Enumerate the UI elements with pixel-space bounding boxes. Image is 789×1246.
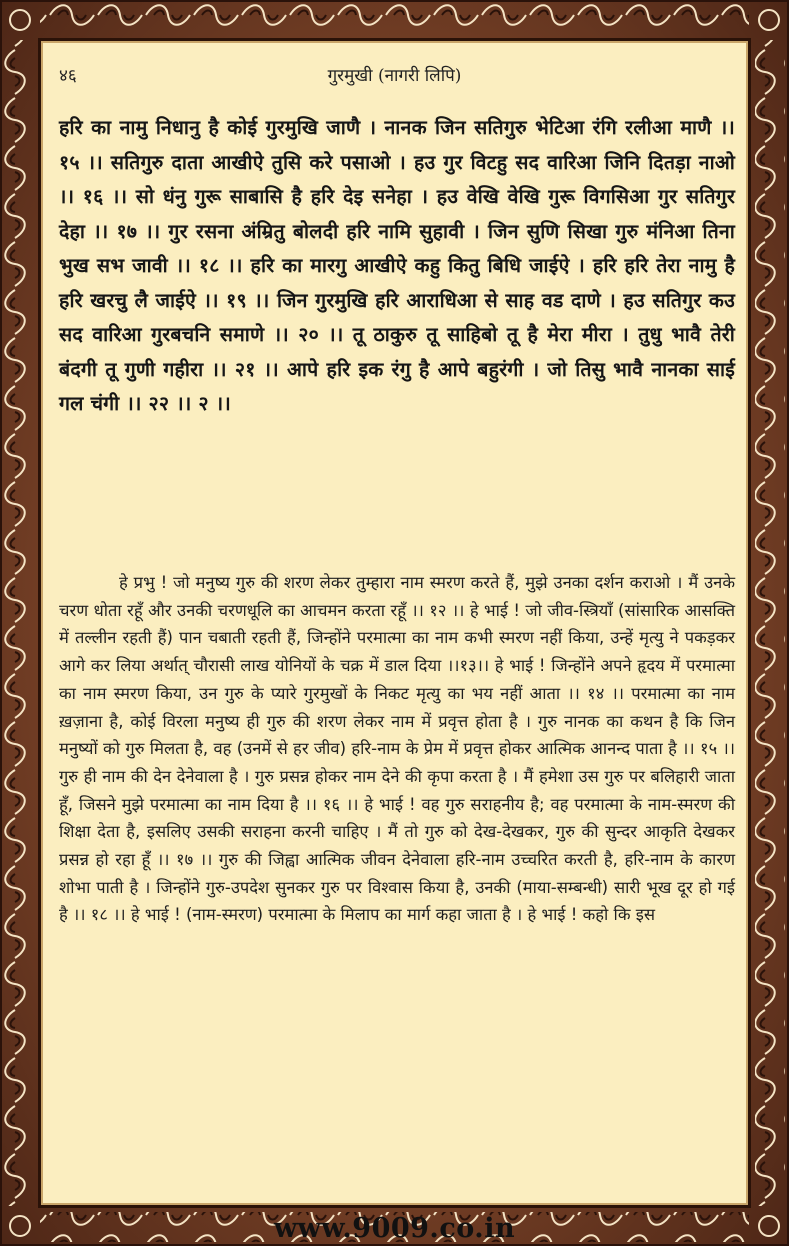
hindi-commentary: हे प्रभु ! जो मनुष्य गुरु की शरण लेकर तुम्हारा नाम स्मरण करते हैं, मुझे उनका दर्शन कराओ । मैं उनके चरण धोता रहूँ और उनकी चरणधूलि का आचमन करता रहूँ ।। १२ ।। हे भाई ! जो जीव-स्त्रियाँ (सांसारिक आसक्ति में तल्लीन रहती हैं) पान चबाती रहती हैं, जिन्होंने परमात्मा का नाम कभी स्मरण नहीं किया, उन्हें मृत्यु ने पकड़कर आगे कर लिया अर्थात् चौरासी लाख योनियों के चक्र में डाल दिया ।।१३।। हे भाई ! जिन्होंने अपने हृदय में परमात्मा का नाम स्मरण किया, उन गुरु के प्यारे गुरमुखों के निकट मृत्यु का भय नहीं आता ।। १४ ।। परमात्मा का नाम ख़ज़ाना है, कोई विरला मनुष्य ही गुरु की शरण लेकर नाम में प्रवृत्त होता है । गुरु नानक का कथन है कि जिन मनुष्यों को गुरु मिलता है, वह (उनमें से हर जीव) हरि-नाम के प्रेम में प्रवृत्त होकर आत्मिक आनन्द पाता है ।। १५ ।। गुरु ही नाम की देन देनेवाला है । गुरु प्रसन्न होकर नाम देने की कृपा करता है । मैं हमेशा उस गुरु पर बलिहारी जाता हूँ, जिसने मुझे परमात्मा का नाम दिया है ।। १६ ।। हे भाई ! वह गुरु सराहनीय है; वह परमात्मा के नाम-स्मरण की शिक्षा देता है, इसलिए उसकी सराहना करनी चाहिए । मैं तो गुरु को देख-देखकर, गुरु की सुन्दर आकृति देखकर प्रसन्न हो रहा हूँ ।। १७ ।। गुरु की जिह्वा आत्मिक जीवन देनेवाला हरि-नाम उच्चरित करती है, हरि-नाम के कारण शोभा पाती है । जिन्होंने गुरु-उपदेश सुनकर गुरु पर विश्वास किया है, उनकी (माया-सम्बन्धी) सारी भूख दूर हो गई है ।। १८ ।। हे भाई ! (नाम-स्मरण) परमात्मा के मिलाप का मार्ग कहा जाता है । हे भाई ! कहो कि इस: [59, 573, 735, 925]
website-url: www.9009.co.in: [273, 1213, 516, 1244]
page-title: गुरमुखी (नागरी लिपि): [327, 66, 462, 86]
footer: [0, 1212, 789, 1246]
page-number: ४६: [59, 66, 77, 86]
gurmukhi-verses: हरि का नामु निधानु है कोई गुरमुखि जाणै । नानक जिन सतिगुरु भेटिआ रंगि रलीआ माणै ।। १५ ।। सतिगुरु दाता आखीऐ तुसि करे पसाओ । हउ गुर विटहु सद वारिआ जिनि दितड़ा नाओ ।। १६ ।। सो धंनु गुरू साबासि है हरि देइ सनेहा । हउ वेखि वेखि गुरू विगसिआ गुर सतिगुर देहा ।। १७ ।। गुर रसना अंम्रितु बोलदी हरि नामि सुहावी । जिन सुणि सिखा गुरु मंनिआ तिना भुख सभ जावी ।। १८ ।। हरि का मारगु आखीऐ कहु कितु बिधि जाईऐ । हरि हरि तेरा नामु है हरि खरचु लै जाईऐ ।। १९ ।। जिन गुरमुखि हरि आराधिआ से साह वड दाणे । हउ सतिगुर कउ सद वारिआ गुरबचनि समाणे ।। २० ।। तू ठाकुरु तू साहिबो तू है मेरा मीरा । तुधु भावै तेरी बंदगी तू गुणी गहीरा ।। २१ ।। आपे हरि इक रंगु है आपे बहुरंगी । जो तिसु भावै नानका साई गल चंगी ।। २२ ।। २ ।।: [59, 116, 735, 415]
book-page: [38, 38, 751, 1208]
page-header: [41, 63, 748, 93]
